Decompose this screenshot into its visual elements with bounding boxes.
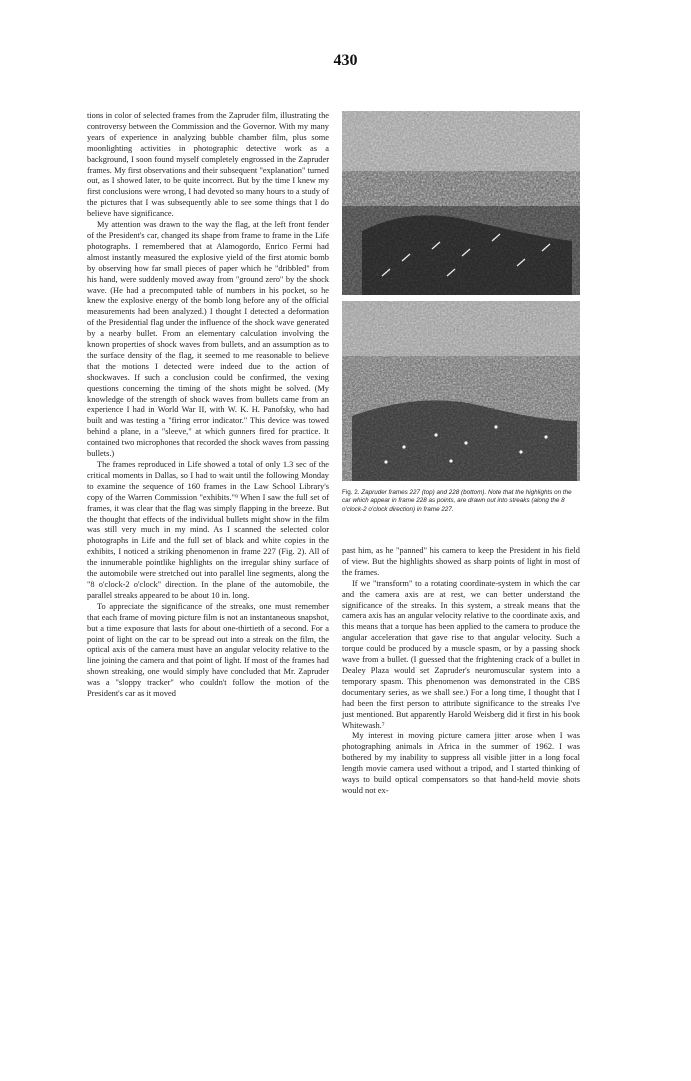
paragraph: My interest in moving picture camera jitter arose when I was photographing animals in Africa in the summer of 1962. I was bothered by my inability to suppress all visible jitter in a long focal length movie camera used without a tripod, and I started thinking of ways to build optical compensators so that hand-held movie shots would not ex-	[342, 731, 580, 795]
figure-zapruder-frames	[342, 111, 580, 481]
paragraph: past him, as he "panned" his camera to keep the President in his field of view. But the highlights showed as sharp points of light in most of the frames.	[342, 546, 580, 577]
paragraph: My attention was drawn to the way the flag, at the left front fender of the President's car, changed its shape from frame to frame in the Life photographs. I remembered that at Alamogordo, Enrico Fermi had almost instantly measured the explosive yield of the first atomic bomb by observing how far small pieces of paper which he "dribbled" from his hand, were suddenly moved away from "ground zero" by the shock wave. (He had a precomputed table of numbers in his pocket, so he knew the explosive energy of the bomb long before any of the official measurements had been analyzed.) I thought I detected a deformation of the Presidential flag under the influence of the shock wave generated by a nearby bullet. From an elementary calculation involving the known properties of shock waves from bullets, and an assumption as to the surface density of the flag, it seemed to me reasonable to believe that the motions I detected were indeed due to the action of shockwaves. If such a conclusion could be confirmed, the vexing questions concerning the timing of the shots might be solved. (My knowledge of the strength of shock waves from bullets came from an experience I had in World War II, with W. K. H. Panofsky, who had built and was testing a "firing error indicator." This device was towed behind a plane, in a "sleeve," at which gunners fired for practice. It contained two microphones that recorded the shock waves from passing bullets.)	[87, 220, 329, 459]
left-text-column	[87, 111, 329, 700]
paragraph: To appreciate the significance of the streaks, one must remember that each frame of moving picture film is not an instantaneous snapshot, but a time exposure that lasts for about one-thirtieth of a second. For a point of light on the car to be spread out into a streak on the film, the optical axis of the camera must have an angular velocity relative to the line joining the camera and that point of light. If most of the frames had shown streaking, one would simply have concluded that Mr. Zapruder was a "sloppy tracker" who couldn't follow the motion of the President's car as it moved	[87, 601, 329, 699]
frame-228-image	[342, 301, 580, 481]
page-number: 430	[333, 52, 358, 69]
caption-label: Fig. 2.	[342, 489, 360, 496]
paragraph: If we "transform" to a rotating coordinate-system in which the car and the camera axis are at rest, we can better understand the significance of the streaks. In this system, a streak means that the camera axis has an angular velocity relative to the coordinate axis, and this means that a torque has been applied to the camera to produce the angular acceleration that gave rise to that angular velocity. Such a torque could be produced by a muscle spasm, or by a passing shock wave from a bullet. (I guessed that the frightening crack of a bullet in Dealey Plaza would set Zapruder's neuromuscular system into a temporary spasm. This phenomenon was demonstrated in the CBS documentary series, as we shall see.) For a long time, I thought that I had been the first person to attribute significance to the streaks I've just mentioned. But apparently Harold Weisberg did it first in his book Whitewash.⁷	[342, 578, 580, 730]
paragraph: tions in color of selected frames from the Zapruder film, illustrating the controversy between the Commission and the Governor. With my many years of experience in analyzing bubble chamber film, plus some moonlighting activities in photographic detective work as a background, I soon found myself completely engrossed in the Zapruder frames. My first observations and their subsequent "explanation" turned out, as I showed later, to be quite incorrect. But by the time I knew my first conclusions were wrong, I had devoted so many hours to a study of the pictures that I was subsequently able to see some things that I do believe have significance.	[87, 111, 329, 219]
frame-227-image	[342, 111, 580, 295]
right-text-column	[342, 546, 580, 797]
paragraph: The frames reproduced in Life showed a total of only 1.3 sec of the critical moments in Dallas, so I had to wait until the following Monday to examine the sequence of 160 frames in the Law School Library's copy of the Warren Commission "exhibits."⁹ When I saw the full set of frames, it was clear that the flag was simply flapping in the breeze. But the thought that effects of the individual bullets might show in the film was still very much in my mind. As I scanned the selected color photographs in Life and the full set of black and white copies in the exhibits, I noticed a striking phenomenon in frame 227 (Fig. 2). All of the innumerable pointlike highlights on the irregular shiny surface of the automobile were stretched out into parallel line segments, along the "8 o'clock-2 o'clock" direction. In the plane of the automobile, the parallel streaks appeared to be about 10 in. long.	[87, 460, 329, 600]
figure-caption	[342, 489, 580, 514]
caption-text: Zapruder frames 227 (top) and 228 (bottom). Note that the highlights on the car which appear in frame 228 as points, are drawn out into streaks (along the 8 o'clock-2 o'clock direction) in frame 227.	[342, 489, 572, 513]
